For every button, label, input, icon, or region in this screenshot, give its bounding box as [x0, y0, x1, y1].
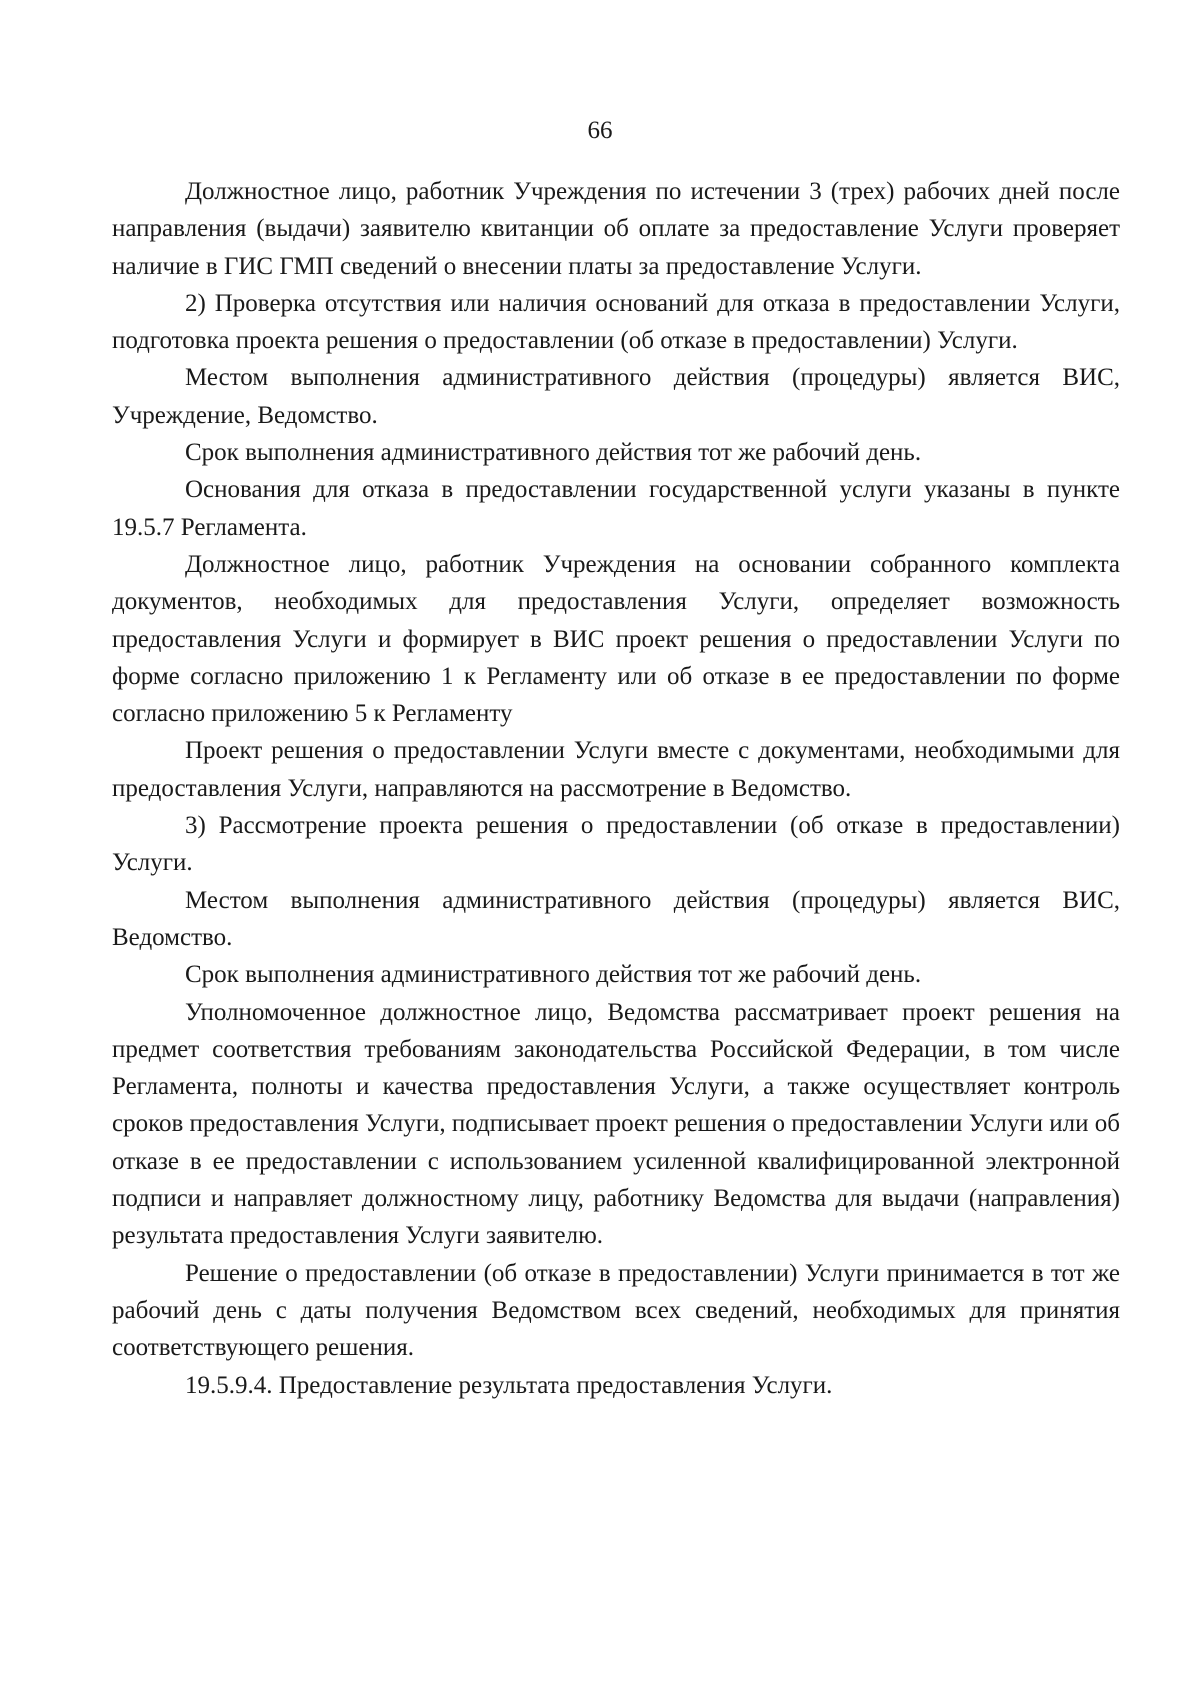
page-number: 66 — [587, 117, 613, 144]
paragraph-11: Уполномоченное должностное лицо, Ведомства рассматривает проект решения на предмет соответствия требованиям законодательства Российской Федерации, в том числе Регламента, полноты и качества предоставления Услуги, а также осуществляет контроль сроков предоставления Услуги, подписывает проект решения о предоставлении Услуги или об отказе в ее предоставлении с использованием усиленной квалифицированной электронной подписи и направляет должностному лицу, работнику Ведомства для выдачи (направления) результата предоставления Услуги заявителю. — [112, 998, 1120, 1250]
paragraph-9: Местом выполнения административного действия (процедуры) является ВИС, Ведомство. — [112, 886, 1120, 951]
paragraph-4: Срок выполнения административного действия тот же рабочий день. — [185, 439, 922, 467]
paragraph-8: 3) Рассмотрение проекта решения о предоставлении (об отказе в предоставлении) Услуги. — [112, 812, 1120, 877]
paragraph-1: Должностное лицо, работник Учреждения по истечении 3 (трех) рабочих дней после направления (выдачи) заявителю квитанции об оплате за предоставление Услуги проверяет наличие в ГИС ГМП сведений о внесении платы за предоставление Услуги. — [112, 178, 1120, 280]
paragraph-10: Срок выполнения административного действия тот же рабочий день. — [185, 961, 922, 989]
paragraph-6: Должностное лицо, работник Учреждения на основании собранного комплекта документов, необходимых для предоставления Услуги, определяет возможность предоставления Услуги и формирует в ВИС проект решения о предоставлении Услуги по форме согласно приложению 1 к Регламенту или об отказе в ее предоставлении по форме согласно приложению 5 к Регламенту — [112, 550, 1120, 728]
paragraph-2: 2) Проверка отсутствия или наличия оснований для отказа в предоставлении Услуги, подготовка проекта решения о предоставлении (об отказе в предоставлении) Услуги. — [112, 289, 1120, 355]
paragraph-7: Проект решения о предоставлении Услуги вместе с документами, необходимыми для предоставления Услуги, направляются на рассмотрение в Ведомство. — [112, 737, 1120, 802]
document-body — [112, 173, 1120, 1404]
paragraph-12: Решение о предоставлении (об отказе в предоставлении) Услуги принимается в тот же рабочий день с даты получения Ведомством всех сведений, необходимых для принятия соответствующего решения. — [112, 1259, 1120, 1362]
paragraph-5: Основания для отказа в предоставлении государственной услуги указаны в пункте 19.5.7 Регламента. — [112, 476, 1120, 541]
paragraph-3: Местом выполнения административного действия (процедуры) является ВИС, Учреждение, Ведомство. — [112, 364, 1120, 429]
paragraph-13: 19.5.9.4. Предоставление результата предоставления Услуги. — [185, 1371, 833, 1399]
